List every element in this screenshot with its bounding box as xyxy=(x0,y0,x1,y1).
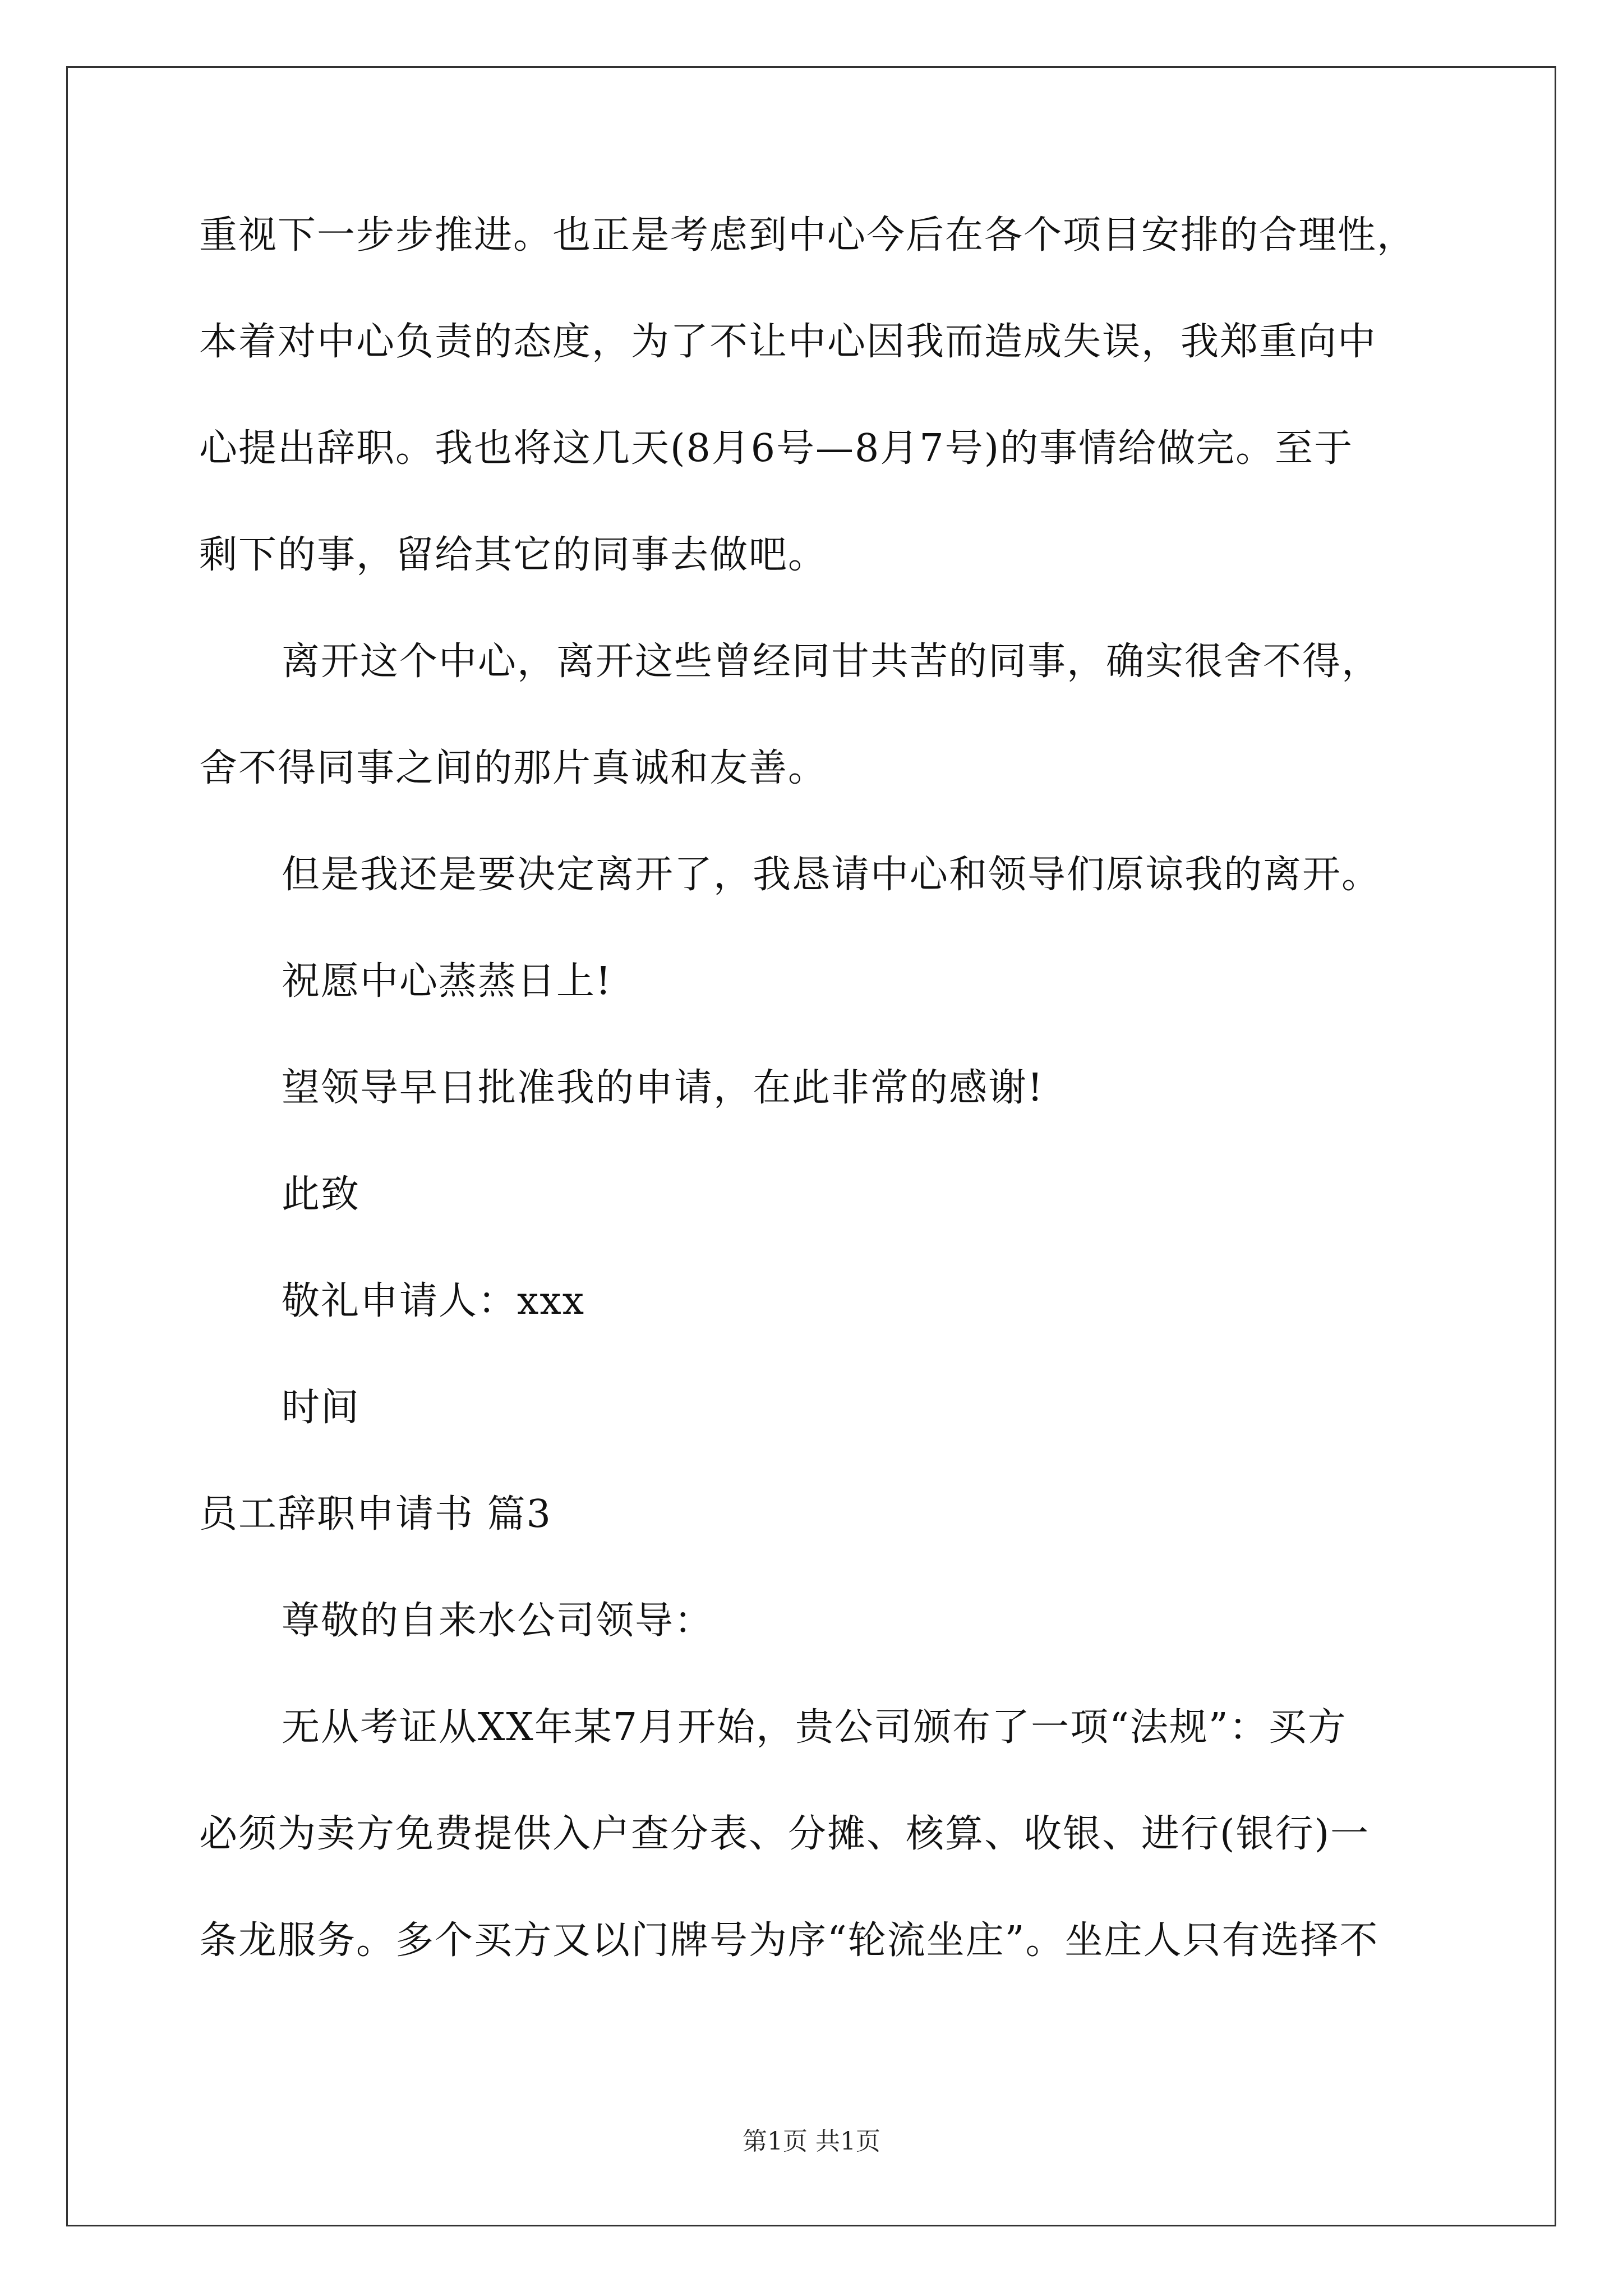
text-line: 舍不得同事之间的那片真诚和友善。 xyxy=(199,746,828,790)
paragraph-line: 祝愿中心蒸蒸日上! xyxy=(282,959,612,1004)
text-line: 心提出辞职。我也将这几天(8月6号—8月7号)的事情给做完。至于 xyxy=(199,426,1354,471)
paragraph-line: 离开这个中心，离开这些曾经同甘共苦的同事，确实很舍不得， xyxy=(282,639,1381,684)
page-frame xyxy=(66,66,1556,2226)
section-heading: 员工辞职申请书 篇3 xyxy=(199,1492,552,1536)
paragraph-line: 望领导早日批准我的申请，在此非常的感谢! xyxy=(282,1066,1044,1110)
paragraph-line: 无从考证从XX年某7月开始，贵公司颁布了一项“法规”：买方 xyxy=(282,1705,1347,1750)
closing-salutation: 此致 xyxy=(282,1172,361,1217)
text-line: 重视下一步步推进。也正是考虑到中心今后在各个项目安排的合理性， xyxy=(199,213,1417,257)
greeting-line: 尊敬的自来水公司领导： xyxy=(282,1599,714,1643)
text-line: 必须为卖方免费提供入户查分表、分摊、核算、收银、进行(银行)一 xyxy=(199,1812,1370,1856)
date-line: 时间 xyxy=(282,1386,361,1430)
text-line: 剩下的事，留给其它的同事去做吧。 xyxy=(199,533,828,577)
applicant-signature: 敬礼申请人：xxx xyxy=(282,1279,585,1323)
paragraph-line: 但是我还是要决定离开了，我恳请中心和领导们原谅我的离开。 xyxy=(282,853,1381,897)
text-line: 本着对中心负责的态度，为了不让中心因我而造成失误，我郑重向中 xyxy=(199,320,1377,364)
page-footer: 第1页 共1页 xyxy=(743,2127,880,2156)
text-line: 条龙服务。多个买方又以门牌号为序“轮流坐庄”。坐庄人只有选择不 xyxy=(199,1918,1379,1963)
